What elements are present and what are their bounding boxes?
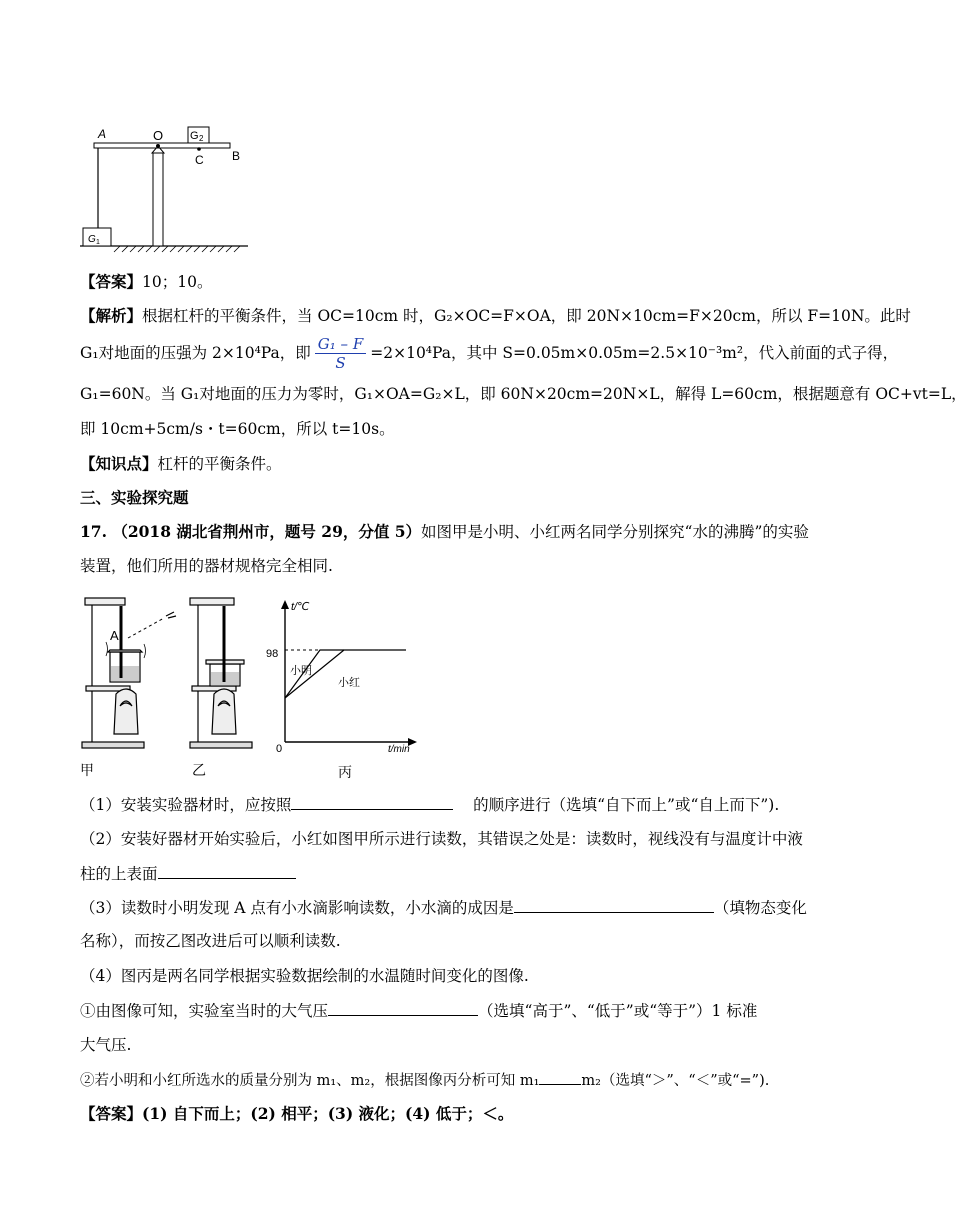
q17-part3-line2: 名称），而按乙图改进后可以顺利读数. [80, 932, 341, 950]
blank-5[interactable] [539, 1068, 581, 1085]
q16-analysis-line3: G₁=60N。当 G₁对地面的压力为零时，G₁×OA=G₂×L，即 60N×20cm=20N×L，解得 L=60cm，根据题意有 OC+vt=L， [80, 385, 967, 403]
q17-answer: 【答案】(1) 自下而上；(2) 相平；(3) 液化；(4) 低于；＜。 [80, 1104, 514, 1123]
q16-analysis-line1: 【解析】根据杠杆的平衡条件，当 OC=10cm 时，G₂×OC=F×OA，即 20N×10cm=F×20cm，所以 F=10N。此时 [80, 306, 911, 325]
lever-figure [80, 122, 255, 254]
q16-answer: 【答案】10；10。 [80, 272, 213, 291]
q17-intro-line1: 17. （2018 湖北省荆州市，题号 29，分值 5）如图甲是小明、小红两名同学分别探究“水的沸腾”的实验 [80, 522, 809, 541]
q16-knowledge: 【知识点】杠杆的平衡条件。 [80, 454, 282, 473]
q16-analysis-line2: G₁对地面的压强为 2×10⁴Pa，即 $\frac{\text{G₁ – F}}{S}$ =2×10⁴Pa，其中 S=0.05m×0.05m=2.5×10⁻³m²，代入前面的式子得， [80, 334, 899, 372]
fig-label-bing: 丙 [338, 764, 352, 780]
label-b: B [232, 149, 241, 163]
series-xiaoming-label: 小明 [290, 665, 312, 677]
section-title: 三、实验探究题 [80, 488, 189, 507]
apparatus-jia [82, 598, 176, 748]
label-point-a: A [110, 628, 119, 643]
q16-analysis-line4: 即 10cm+5cm/s・t=60cm，所以 t=10s。 [80, 420, 395, 438]
chart-origin: 0 [276, 743, 283, 755]
q17-part1: （1）安装实验器材时，应按照 的顺序进行（选填“自下而上”或“自上而下”). [80, 793, 779, 816]
apparatus-yi [190, 598, 252, 748]
q17-part5-line1: ①由图像可知，实验室当时的大气压 （选填“高于”、“低于”或“等于”）1 标准 [80, 999, 757, 1022]
chart-y-tick-98: 98 [266, 648, 279, 660]
series-xiaohong-label: 小红 [338, 677, 360, 689]
blank-3[interactable] [514, 896, 714, 913]
svg-text:1: 1 [96, 239, 100, 246]
blank-4[interactable] [328, 999, 478, 1016]
q17-part5-line2: 大气压. [80, 1036, 132, 1054]
chart-x-label: t/min [388, 744, 410, 755]
blank-2[interactable] [158, 862, 296, 879]
fig-label-jia: 甲 [80, 762, 94, 778]
q17-part2-line2: 柱的上表面 [80, 862, 296, 885]
blank-1[interactable] [291, 793, 453, 810]
temperature-chart [266, 600, 417, 755]
label-a: A [98, 127, 107, 141]
g2-label: G [190, 130, 199, 142]
q17-part4: （4）图丙是两名同学根据实验数据绘制的水温随时间变化的图像. [80, 967, 529, 985]
label-c: C [195, 153, 204, 167]
pressure-fraction: $\frac{\text{G₁ – F}}{S}$ [315, 335, 366, 372]
q17-part6: ②若小明和小红所选水的质量分别为 m₁、m₂，根据图像丙分析可知 m₁ m₂（选填“＞”、“＜”或“=”). [80, 1068, 769, 1092]
label-o: O [153, 128, 164, 143]
q17-intro-line2: 装置，他们所用的器材规格完全相同. [80, 557, 333, 575]
apparatus-figures [80, 594, 410, 784]
q17-part2-line1: （2）安装好器材开始实验后，小红如图甲所示进行读数，其错误之处是：读数时，视线没有与温度计中液 [80, 830, 803, 848]
fig-label-yi: 乙 [192, 762, 206, 778]
lever-bar [94, 143, 230, 148]
lever-support [153, 153, 163, 246]
q17-part3-line1: （3）读数时小明发现 A 点有小水滴影响读数，小水滴的成因是 （填物态变化 [80, 896, 807, 919]
chart-y-label: t/℃ [291, 601, 310, 613]
g1-label: G [88, 234, 96, 245]
svg-text:2: 2 [199, 134, 204, 143]
